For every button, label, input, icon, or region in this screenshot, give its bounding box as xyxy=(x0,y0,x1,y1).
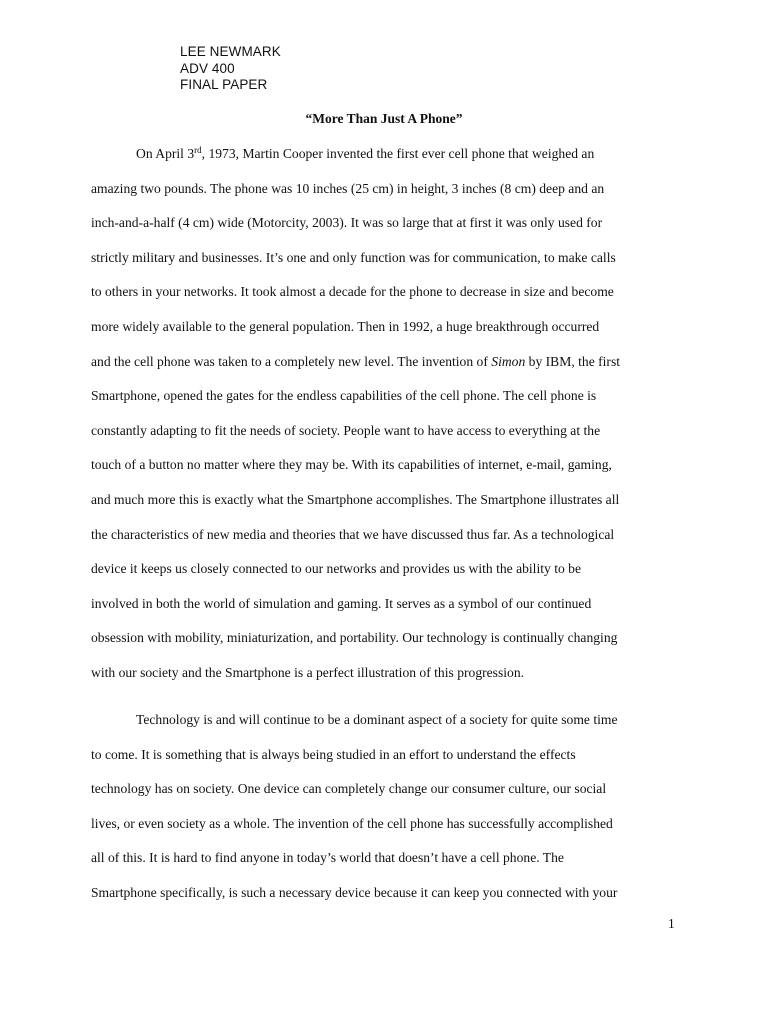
paragraph-line: inch-and-a-half (4 cm) wide (Motorcity, 2003). It was so large that at first it was only used for xyxy=(91,215,603,231)
paragraph-line: more widely available to the general population. Then in 1992, a huge breakthrough occurred xyxy=(91,318,600,334)
paragraph-line: amazing two pounds. The phone was 10 inches (25 cm) in height, 3 inches (8 cm) deep and an xyxy=(91,180,605,196)
paragraph-line: Smartphone, opened the gates for the endless capabilities of the cell phone. The cell phone is xyxy=(91,388,597,404)
paragraph-line: with our society and the Smartphone is a perfect illustration of this progression. xyxy=(91,664,525,680)
paragraph-1 xyxy=(91,137,685,691)
paragraph-line: and the cell phone was taken to a completely new level. The invention of Simon by IBM, the first xyxy=(91,353,621,369)
paragraph-line: strictly military and businesses. It’s one and only function was for communication, to make calls xyxy=(91,249,616,265)
paragraph-line: the characteristics of new media and theories that we have discussed thus far. As a technological xyxy=(91,526,615,542)
paragraph-line: Technology is and will continue to be a dominant aspect of a society for quite some time xyxy=(136,712,618,727)
italic-term: Simon xyxy=(491,353,526,369)
paragraph-line: device it keeps us closely connected to our networks and provides us with the ability to be xyxy=(91,561,582,577)
paper-title: “More Than Just A Phone” xyxy=(305,111,463,126)
author-name: LEE NEWMARK xyxy=(180,44,281,59)
paragraph-2 xyxy=(91,703,685,911)
paragraph-line: Smartphone specifically, is such a necessary device because it can keep you connected with your xyxy=(91,884,618,900)
paragraph-line: On April 3rd, 1973, Martin Cooper invented the first ever cell phone that weighed an xyxy=(136,145,595,161)
paragraph-line: constantly adapting to fit the needs of society. People want to have access to everything at the xyxy=(91,422,601,438)
course-code: ADV 400 xyxy=(180,60,235,76)
paper-header xyxy=(180,44,281,94)
paragraph-line: touch of a button no matter where they may be. With its capabilities of internet, e-mail, gaming, xyxy=(91,457,612,473)
paragraph-line: to others in your networks. It took almost a decade for the phone to decrease in size and become xyxy=(91,284,614,300)
paragraph-line: lives, or even society as a whole. The invention of the cell phone has successfully accomplished xyxy=(91,815,613,831)
page-number: 1 xyxy=(668,916,675,931)
assignment-label: FINAL PAPER xyxy=(180,77,268,92)
paragraph-line: to come. It is something that is always being studied in an effort to understand the effects xyxy=(91,746,576,762)
paragraph-line: and much more this is exactly what the Smartphone accomplishes. The Smartphone illustrates all xyxy=(91,491,620,507)
paragraph-line: technology has on society. One device can completely change our consumer culture, our social xyxy=(91,781,607,797)
paragraph-line: obsession with mobility, miniaturization, and portability. Our technology is continually changing xyxy=(91,630,618,646)
paragraph-line: all of this. It is hard to find anyone in today’s world that doesn’t have a cell phone. The xyxy=(91,850,564,866)
paragraph-line: involved in both the world of simulation and gaming. It serves as a symbol of our continued xyxy=(91,595,592,611)
